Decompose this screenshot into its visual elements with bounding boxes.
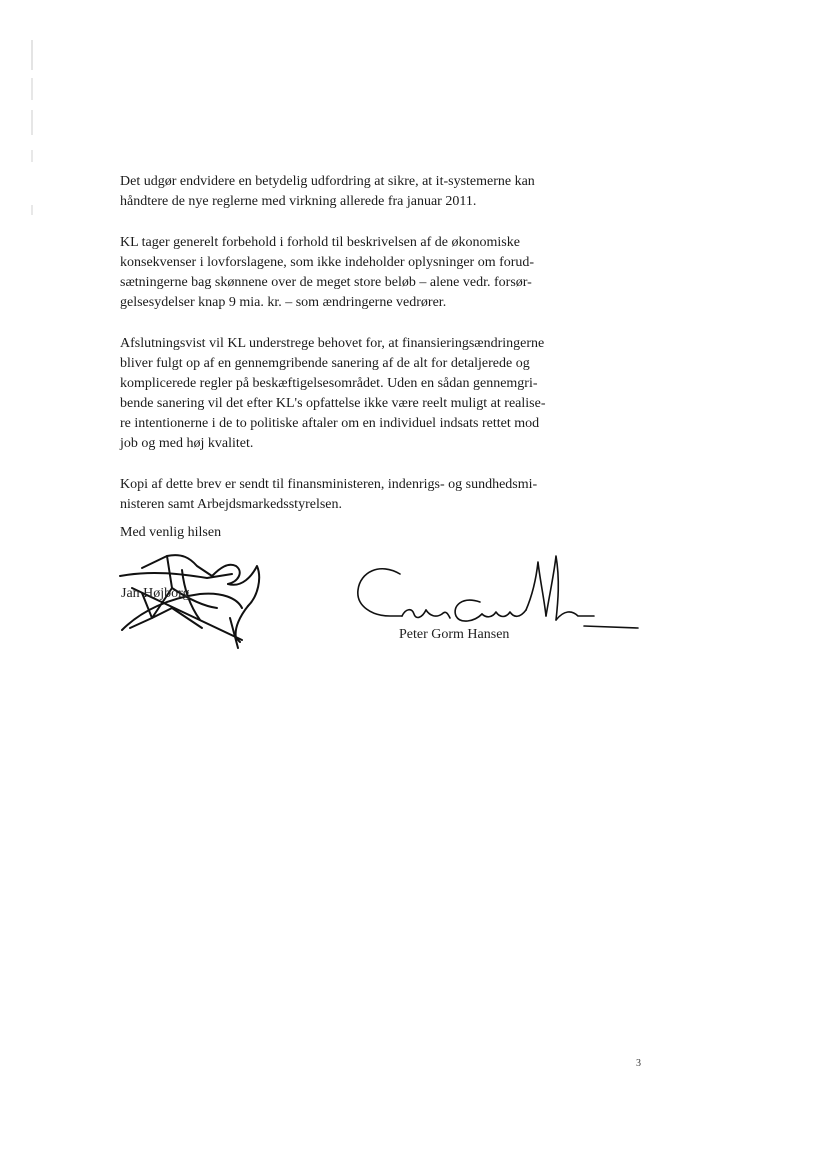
- paragraph-copy: [120, 475, 620, 515]
- text-line: konsekvenser i lovforslagene, som ikke indeholder oplysninger om forud-: [120, 255, 535, 270]
- text-line: nisteren samt Arbejdsmarkedsstyrelsen.: [120, 497, 343, 512]
- text-line: Kopi af dette brev er sendt til finansministeren, indenrigs- og sundhedsmi-: [120, 477, 538, 492]
- text-line: bliver fulgt op af en gennemgribende sanering af de alt for detaljerede og: [120, 356, 530, 371]
- paragraph-it-systems: [120, 172, 620, 212]
- scan-margin-marks: [30, 40, 34, 220]
- text-line: Det udgør endvidere en betydelig udfordring at sikre, at it-systemerne kan: [120, 174, 535, 189]
- signatory-right-name: Peter Gorm Hansen: [399, 627, 510, 642]
- text-line: KL tager generelt forbehold i forhold til beskrivelsen af de økonomiske: [120, 235, 520, 250]
- text-line: sætningerne bag skønnene over de meget store beløb – alene vedr. forsør-: [120, 275, 532, 290]
- text-line: komplicerede regler på beskæftigelsesområdet. Uden en sådan gennemgri-: [120, 376, 538, 391]
- paragraph-reservation: [120, 233, 620, 313]
- text-line: håndtere de nye reglerne med virkning allerede fra januar 2011.: [120, 194, 477, 209]
- paragraph-conclusion: [120, 334, 620, 454]
- text-line: job og med høj kvalitet.: [120, 436, 254, 451]
- signature-left-icon: [112, 548, 272, 658]
- signatory-left-name: Jan Højborg: [121, 586, 190, 601]
- text-line: gelsesydelser knap 9 mia. kr. – som ændringerne vedrører.: [120, 295, 447, 310]
- text-line: Afslutningsvist vil KL understrege behovet for, at finansieringsændringerne: [120, 336, 545, 351]
- text-line: re intentionerne i de to politiske aftaler om en individuel indsats rettet mod: [120, 416, 540, 431]
- closing-salutation: Med venlig hilsen: [120, 525, 222, 540]
- page-number: 3: [636, 1058, 641, 1069]
- text-line: bende sanering vil det efter KL's opfattelse ikke være reelt muligt at realise-: [120, 396, 546, 411]
- letter-body: [120, 172, 620, 536]
